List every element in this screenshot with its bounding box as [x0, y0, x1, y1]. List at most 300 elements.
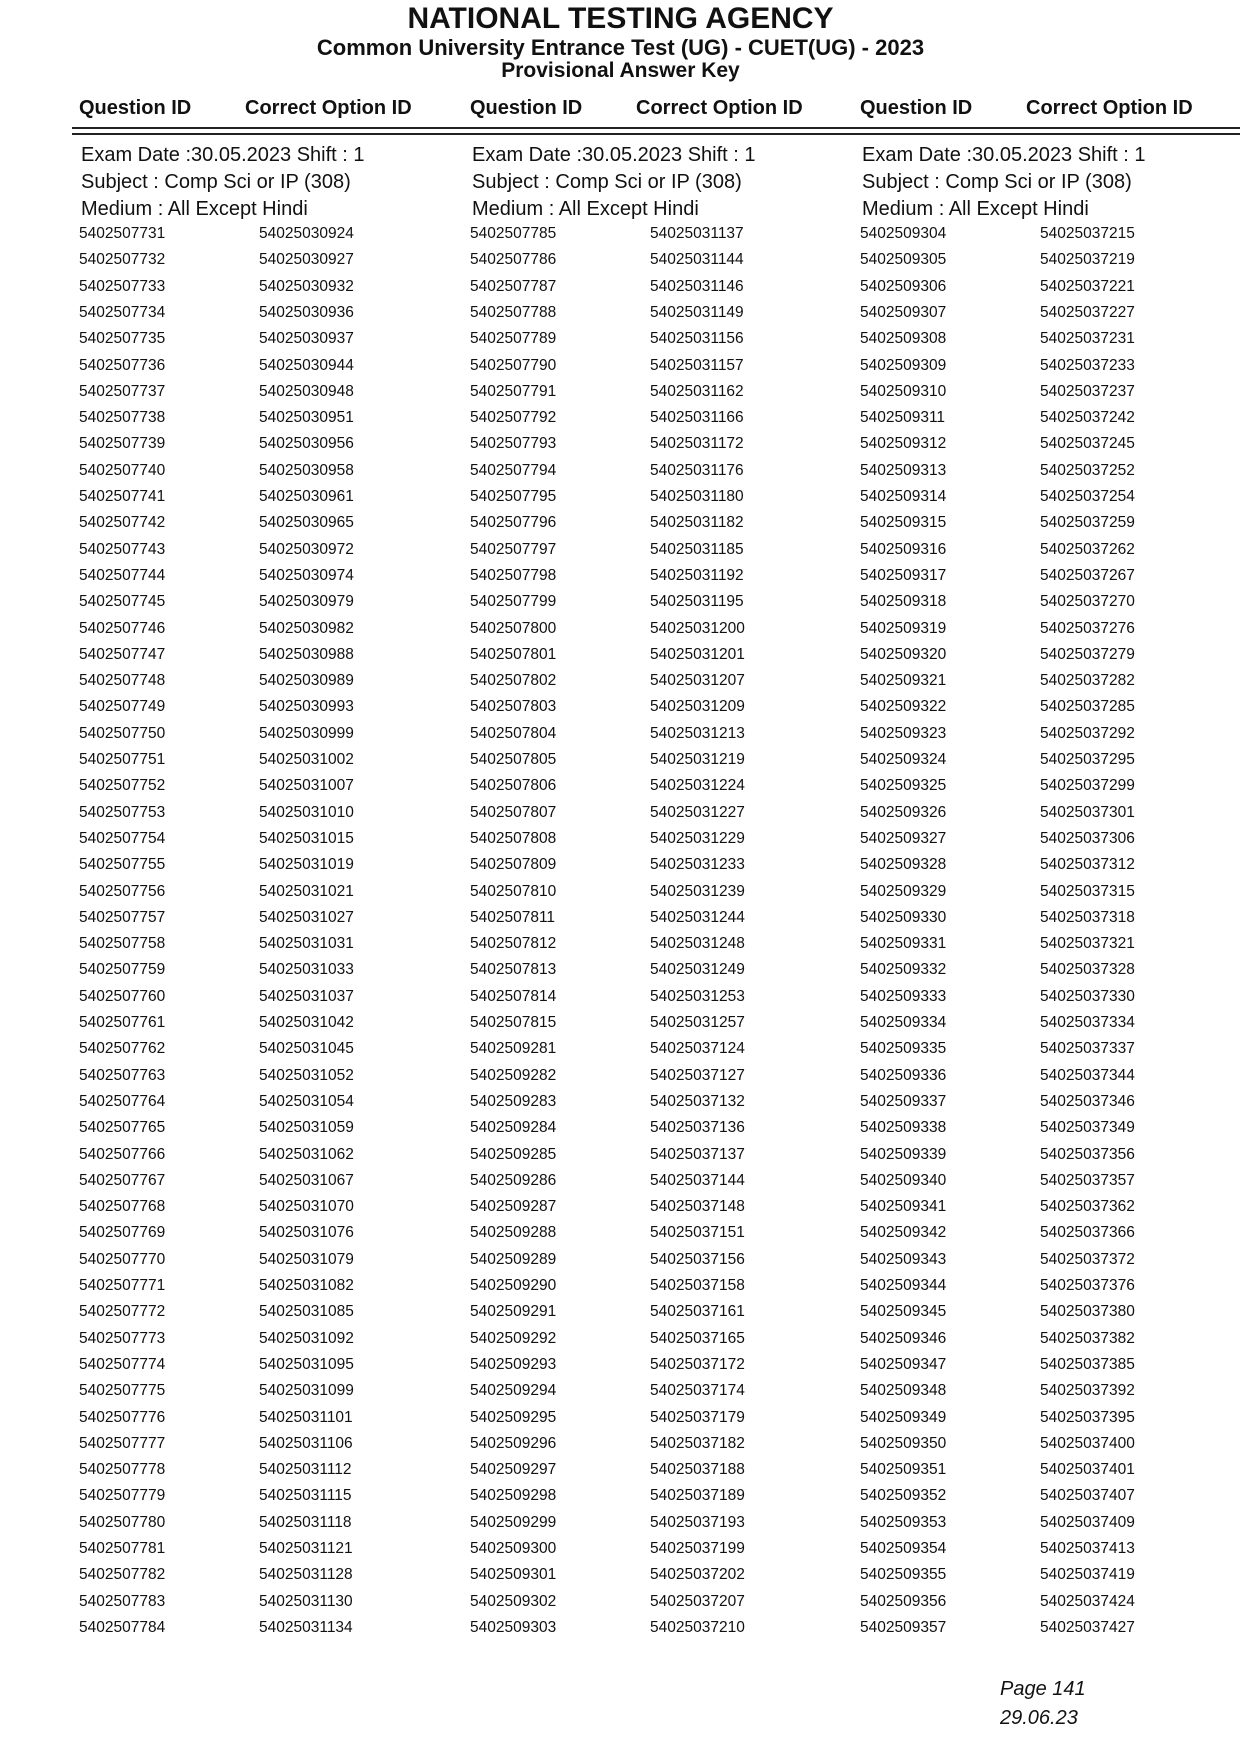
correct-option-cell: 54025031176	[650, 461, 744, 479]
correct-option-cell: 54025031019	[259, 856, 354, 874]
correct-option-cell: 54025030937	[259, 330, 354, 348]
question-id-cell: 5402507760	[79, 987, 166, 1005]
question-id-cell: 5402509347	[860, 1355, 947, 1373]
block-meta	[862, 142, 1146, 223]
question-id-cell: 5402509351	[860, 1461, 947, 1479]
question-id-cell: 5402509289	[470, 1250, 557, 1268]
question-id-cell: 5402509327	[860, 829, 947, 847]
question-id-cell: 5402509324	[860, 751, 947, 768]
question-id-cell: 5402507777	[79, 1434, 166, 1452]
correct-option-cell: 54025031201	[650, 645, 745, 663]
question-id-cell: 5402507769	[79, 1224, 166, 1242]
question-id-cell: 5402509307	[860, 303, 947, 321]
question-id-cell: 5402507770	[79, 1250, 166, 1268]
header-divider	[72, 133, 1240, 135]
question-id-cell: 5402507794	[470, 461, 557, 479]
correct-option-cell: 54025030961	[259, 488, 354, 505]
correct-option-cell: 54025037221	[1040, 277, 1135, 295]
correct-option-cell: 54025037158	[650, 1277, 745, 1294]
correct-option-cell: 54025031031	[259, 935, 354, 953]
correct-option-cell: 54025031101	[259, 1408, 353, 1426]
correct-option-cell: 54025037207	[650, 1592, 745, 1610]
correct-option-cell: 54025037124	[650, 1040, 745, 1058]
correct-option-cell: 54025031137	[650, 225, 744, 242]
question-id-cell: 5402509310	[860, 382, 947, 400]
document-type: Provisional Answer Key	[501, 59, 740, 82]
question-id-cell: 5402507784	[79, 1618, 166, 1636]
correct-option-cell: 54025037330	[1040, 987, 1135, 1005]
question-id-cell: 5402507750	[79, 724, 166, 742]
correct-option-cell: 54025030988	[259, 645, 354, 663]
correct-option-cell: 54025031249	[650, 961, 745, 979]
correct-option-cell: 54025031112	[259, 1461, 352, 1479]
correct-option-cell: 54025037199	[650, 1540, 745, 1557]
question-id-cell: 5402507746	[79, 619, 166, 637]
question-id-cell: 5402507809	[470, 856, 557, 874]
correct-option-cell: 54025031007	[259, 777, 354, 795]
question-id-cell: 5402509321	[860, 672, 947, 690]
medium-line: Medium : All Except Hindi	[472, 198, 699, 220]
question-id-cell: 5402509308	[860, 330, 947, 348]
question-id-cell: 5402509357	[860, 1618, 947, 1636]
correct-option-cell: 54025031192	[650, 566, 744, 584]
question-id-cell: 5402507792	[470, 409, 557, 427]
correct-option-cell: 54025037366	[1040, 1224, 1135, 1242]
question-id-cell: 5402509287	[470, 1198, 557, 1216]
correct-option-cell: 54025037165	[650, 1329, 745, 1347]
correct-option-cell: 54025037189	[650, 1487, 745, 1505]
correct-option-cell: 54025037318	[1040, 908, 1135, 926]
page-number: Page 141	[1000, 1678, 1086, 1700]
block-meta	[81, 142, 365, 223]
question-id-header: Question ID	[79, 97, 192, 119]
question-id-cell: 5402509341	[860, 1198, 947, 1216]
question-id-cell: 5402507787	[470, 277, 557, 295]
correct-option-cell: 54025037401	[1040, 1461, 1135, 1479]
question-id-cell: 5402509328	[860, 856, 947, 874]
question-id-cell: 5402507779	[79, 1487, 166, 1505]
question-id-cell: 5402507778	[79, 1461, 166, 1479]
question-id-cell: 5402507811	[470, 908, 556, 926]
question-id-cell: 5402509305	[860, 251, 947, 269]
question-id-cell: 5402507783	[79, 1592, 166, 1610]
correct-option-cell: 54025030979	[259, 593, 354, 611]
question-id-cell: 5402507741	[79, 488, 166, 505]
question-id-cell: 5402507808	[470, 829, 557, 847]
correct-option-cell: 54025030958	[259, 461, 354, 479]
question-id-cell: 5402507774	[79, 1355, 166, 1373]
subject-line: Subject : Comp Sci or IP (308)	[81, 171, 351, 193]
question-id-cell: 5402509330	[860, 908, 947, 926]
question-id-cell: 5402507744	[79, 566, 166, 584]
question-id-cell: 5402507795	[470, 488, 557, 505]
correct-option-cell: 54025031115	[259, 1487, 352, 1505]
question-id-cell: 5402507754	[79, 829, 166, 847]
correct-option-cell: 54025037245	[1040, 435, 1135, 453]
correct-option-cell: 54025037172	[650, 1355, 745, 1373]
question-id-cell: 5402507765	[79, 1119, 166, 1137]
correct-option-cell: 54025030924	[259, 225, 354, 242]
question-id-cell: 5402509329	[860, 882, 947, 900]
subject-line: Subject : Comp Sci or IP (308)	[862, 171, 1132, 193]
question-id-cell: 5402507745	[79, 593, 166, 611]
correct-option-header: Correct Option ID	[245, 97, 412, 119]
correct-option-cell: 54025037334	[1040, 1014, 1135, 1031]
correct-option-cell: 54025031195	[650, 593, 744, 611]
correct-option-cell: 54025037301	[1040, 803, 1135, 821]
question-id-cell: 5402507737	[79, 382, 166, 400]
correct-option-cell: 54025031200	[650, 619, 745, 637]
question-id-header: Question ID	[860, 97, 973, 119]
correct-option-cell: 54025031180	[650, 488, 744, 505]
correct-option-cell: 54025037380	[1040, 1303, 1135, 1321]
question-id-cell: 5402509336	[860, 1066, 947, 1084]
correct-option-cell: 54025037344	[1040, 1066, 1135, 1084]
correct-option-cell: 54025031118	[259, 1513, 352, 1531]
correct-option-cell: 54025037202	[650, 1566, 745, 1584]
question-id-cell: 5402507782	[79, 1566, 166, 1584]
correct-option-cell: 54025031128	[259, 1566, 353, 1584]
question-id-cell: 5402509356	[860, 1592, 947, 1610]
question-id-cell: 5402509281	[470, 1040, 557, 1058]
question-id-cell: 5402509313	[860, 461, 947, 479]
block-meta	[472, 142, 756, 223]
question-id-cell: 5402509298	[470, 1487, 557, 1505]
correct-option-cell: 54025031037	[259, 987, 354, 1005]
exam-line: Exam Date :30.05.2023 Shift : 1	[81, 144, 365, 166]
question-id-cell: 5402507804	[470, 724, 557, 742]
question-id-cell: 5402507743	[79, 540, 166, 558]
question-id-cell: 5402507807	[470, 803, 557, 821]
question-id-cell: 5402509314	[860, 488, 947, 505]
correct-option-cell: 54025037395	[1040, 1408, 1135, 1426]
correct-option-cell: 54025037136	[650, 1119, 745, 1137]
correct-option-cell: 54025031257	[650, 1014, 745, 1031]
question-id-cell: 5402507742	[79, 514, 166, 532]
question-id-cell: 5402507776	[79, 1408, 166, 1426]
question-id-cell: 5402507786	[470, 251, 557, 269]
correct-option-cell: 54025037188	[650, 1461, 745, 1479]
correct-option-cell: 54025037328	[1040, 961, 1135, 979]
correct-option-cell: 54025031144	[650, 251, 744, 269]
question-id-cell: 5402509348	[860, 1382, 947, 1400]
correct-option-cell: 54025037306	[1040, 829, 1135, 847]
question-id-cell: 5402507800	[470, 619, 557, 637]
correct-option-cell: 54025037382	[1040, 1329, 1135, 1347]
question-id-cell: 5402509318	[860, 593, 947, 611]
correct-option-cell: 54025037392	[1040, 1382, 1135, 1400]
correct-option-cell: 54025030956	[259, 435, 354, 453]
correct-option-cell: 54025031248	[650, 935, 745, 953]
question-id-cell: 5402507739	[79, 435, 166, 453]
correct-option-cell: 54025031172	[650, 435, 744, 453]
question-id-cell: 5402507793	[470, 435, 557, 453]
question-id-cell: 5402507768	[79, 1198, 166, 1216]
correct-option-cell: 54025031156	[650, 330, 744, 348]
question-id-cell: 5402509304	[860, 225, 947, 242]
correct-option-cell: 54025031067	[259, 1171, 354, 1189]
question-id-cell: 5402509283	[470, 1092, 557, 1110]
correct-option-cell: 54025031219	[650, 751, 745, 768]
question-id-cell: 5402507733	[79, 277, 166, 295]
question-id-cell: 5402507732	[79, 251, 166, 269]
correct-option-cell: 54025031033	[259, 961, 354, 979]
question-id-cell: 5402509342	[860, 1224, 947, 1242]
correct-option-cell: 54025037407	[1040, 1487, 1135, 1505]
correct-option-cell: 54025037385	[1040, 1355, 1135, 1373]
question-id-cell: 5402509323	[860, 724, 947, 742]
question-id-cell: 5402509300	[470, 1540, 557, 1557]
question-id-cell: 5402509306	[860, 277, 947, 295]
correct-option-cell: 54025037376	[1040, 1277, 1135, 1294]
question-id-cell: 5402507756	[79, 882, 166, 900]
page-title: NATIONAL TESTING AGENCY	[407, 2, 834, 35]
correct-option-cell: 54025037259	[1040, 514, 1135, 532]
correct-option-cell: 54025031010	[259, 803, 354, 821]
question-id-cell: 5402507815	[470, 1014, 557, 1031]
question-id-cell: 5402507796	[470, 514, 557, 532]
question-id-cell: 5402509339	[860, 1145, 947, 1163]
question-id-cell: 5402507798	[470, 566, 557, 584]
correct-option-cell: 54025031042	[259, 1014, 354, 1031]
correct-option-cell: 54025037362	[1040, 1198, 1135, 1216]
question-id-cell: 5402507810	[470, 882, 557, 900]
question-id-cell: 5402507757	[79, 908, 166, 926]
question-id-cell: 5402509299	[470, 1513, 557, 1531]
question-id-cell: 5402509302	[470, 1592, 557, 1610]
question-id-cell: 5402509354	[860, 1540, 947, 1557]
question-id-cell: 5402507753	[79, 803, 166, 821]
correct-option-cell: 54025037237	[1040, 382, 1135, 400]
medium-line: Medium : All Except Hindi	[862, 198, 1089, 220]
question-id-cell: 5402509335	[860, 1040, 947, 1058]
correct-option-cell: 54025037242	[1040, 409, 1135, 427]
question-id-cell: 5402507781	[79, 1540, 166, 1557]
question-id-cell: 5402507790	[470, 356, 557, 374]
correct-option-cell: 54025037174	[650, 1382, 745, 1400]
question-id-cell: 5402507785	[470, 225, 557, 242]
question-id-cell: 5402509334	[860, 1014, 947, 1031]
exam-line: Exam Date :30.05.2023 Shift : 1	[862, 144, 1146, 166]
correct-option-cell: 54025037127	[650, 1066, 745, 1084]
correct-option-cell: 54025037295	[1040, 751, 1135, 768]
correct-option-cell: 54025030999	[259, 724, 354, 742]
correct-option-cell: 54025031099	[259, 1382, 354, 1400]
question-id-cell: 5402507805	[470, 751, 557, 768]
question-id-cell: 5402509297	[470, 1461, 557, 1479]
question-id-cell: 5402509290	[470, 1277, 557, 1294]
correct-option-cell: 54025031085	[259, 1303, 354, 1321]
correct-option-cell: 54025031027	[259, 908, 354, 926]
correct-option-cell: 54025037419	[1040, 1566, 1135, 1584]
correct-option-cell: 54025031092	[259, 1329, 354, 1347]
question-id-cell: 5402507812	[470, 935, 557, 953]
question-id-cell: 5402509322	[860, 698, 947, 716]
question-id-cell: 5402507755	[79, 856, 166, 874]
question-id-cell: 5402509312	[860, 435, 947, 453]
correct-option-cell: 54025037210	[650, 1618, 745, 1636]
question-id-cell: 5402509355	[860, 1566, 947, 1584]
question-id-cell: 5402509285	[470, 1145, 557, 1163]
correct-option-cell: 54025037424	[1040, 1592, 1135, 1610]
question-id-cell: 5402509309	[860, 356, 947, 374]
correct-option-cell: 54025031209	[650, 698, 745, 716]
question-id-cell: 5402507772	[79, 1303, 166, 1321]
correct-option-cell: 54025031021	[259, 882, 354, 900]
correct-option-cell: 54025031244	[650, 908, 745, 926]
correct-option-cell: 54025037148	[650, 1198, 745, 1216]
correct-option-cell: 54025031149	[650, 303, 744, 321]
question-id-cell: 5402507758	[79, 935, 166, 953]
question-id-cell: 5402507797	[470, 540, 557, 558]
correct-option-cell: 54025031095	[259, 1355, 354, 1373]
question-id-cell: 5402507789	[470, 330, 557, 348]
correct-option-cell: 54025037409	[1040, 1513, 1135, 1531]
correct-option-cell: 54025037151	[650, 1224, 745, 1242]
question-id-cell: 5402509326	[860, 803, 947, 821]
correct-option-cell: 54025037156	[650, 1250, 745, 1268]
correct-option-cell: 54025037285	[1040, 698, 1135, 716]
correct-option-cell: 54025037349	[1040, 1119, 1135, 1137]
correct-option-cell: 54025037161	[650, 1303, 745, 1321]
question-id-cell: 5402509294	[470, 1382, 557, 1400]
correct-option-cell: 54025030951	[259, 409, 354, 427]
question-id-cell: 5402509337	[860, 1092, 947, 1110]
question-id-cell: 5402509286	[470, 1171, 557, 1189]
question-id-cell: 5402509345	[860, 1303, 947, 1321]
correct-option-cell: 54025037231	[1040, 330, 1135, 348]
correct-option-cell: 54025031062	[259, 1145, 354, 1163]
correct-option-cell: 54025037179	[650, 1408, 745, 1426]
correct-option-cell: 54025031227	[650, 803, 745, 821]
correct-option-header: Correct Option ID	[636, 97, 803, 119]
question-id-cell: 5402509282	[470, 1066, 557, 1084]
question-id-cell: 5402509353	[860, 1513, 947, 1531]
correct-option-cell: 54025037337	[1040, 1040, 1135, 1058]
question-id-cell: 5402509316	[860, 540, 947, 558]
question-id-cell: 5402509325	[860, 777, 947, 795]
question-id-cell: 5402507813	[470, 961, 557, 979]
exam-line: Exam Date :30.05.2023 Shift : 1	[472, 144, 756, 166]
question-id-cell: 5402509332	[860, 961, 947, 979]
exam-subtitle: Common University Entrance Test (UG) - CUET(UG) - 2023	[316, 35, 925, 60]
question-id-cell: 5402509315	[860, 514, 947, 532]
correct-option-cell: 54025030974	[259, 566, 354, 584]
question-id-cell: 5402509296	[470, 1434, 557, 1452]
question-id-cell: 5402507736	[79, 356, 166, 374]
correct-option-cell: 54025037144	[650, 1171, 745, 1189]
question-id-cell: 5402509331	[860, 935, 947, 953]
question-id-cell: 5402509352	[860, 1487, 947, 1505]
question-id-cell: 5402507799	[470, 593, 557, 611]
correct-option-cell: 54025031146	[650, 277, 744, 295]
correct-option-cell: 54025031213	[650, 724, 745, 742]
correct-option-cell: 54025030932	[259, 277, 354, 295]
question-id-cell: 5402507773	[79, 1329, 166, 1347]
question-id-cell: 5402509284	[470, 1119, 557, 1137]
question-id-cell: 5402507771	[79, 1277, 166, 1294]
correct-option-cell: 54025031239	[650, 882, 745, 900]
correct-option-cell: 54025031233	[650, 856, 745, 874]
correct-option-cell: 54025037321	[1040, 935, 1135, 953]
question-id-cell: 5402509320	[860, 645, 947, 663]
question-id-cell: 5402509344	[860, 1277, 947, 1294]
correct-option-cell: 54025030965	[259, 514, 354, 532]
question-id-cell: 5402509338	[860, 1119, 947, 1137]
correct-option-cell: 54025037279	[1040, 645, 1135, 663]
correct-option-cell: 54025037252	[1040, 461, 1135, 479]
question-id-cell: 5402507747	[79, 645, 166, 663]
correct-option-cell: 54025031229	[650, 829, 745, 847]
correct-option-cell: 54025031052	[259, 1066, 354, 1084]
correct-option-cell: 54025031162	[650, 382, 744, 400]
question-id-cell: 5402507814	[470, 987, 557, 1005]
question-id-header: Question ID	[470, 97, 583, 119]
question-id-cell: 5402507734	[79, 303, 166, 321]
correct-option-cell: 54025037282	[1040, 672, 1135, 690]
correct-option-cell: 54025031015	[259, 829, 354, 847]
question-id-cell: 5402507767	[79, 1171, 166, 1189]
correct-option-cell: 54025031082	[259, 1277, 354, 1294]
correct-option-cell: 54025037262	[1040, 540, 1135, 558]
correct-option-cell: 54025031224	[650, 777, 745, 795]
question-id-cell: 5402507749	[79, 698, 166, 716]
question-id-cell: 5402509319	[860, 619, 947, 637]
correct-option-cell: 54025031079	[259, 1250, 354, 1268]
question-id-cell: 5402507748	[79, 672, 166, 690]
correct-option-cell: 54025037315	[1040, 882, 1135, 900]
question-id-cell: 5402507738	[79, 409, 166, 427]
question-id-cell: 5402507766	[79, 1145, 166, 1163]
question-id-cell: 5402509301	[470, 1566, 557, 1584]
correct-option-cell: 54025031059	[259, 1119, 354, 1137]
correct-option-cell: 54025031054	[259, 1092, 354, 1110]
question-id-cell: 5402507780	[79, 1513, 166, 1531]
correct-option-cell: 54025031157	[650, 356, 744, 374]
question-id-cell: 5402507764	[79, 1092, 166, 1110]
correct-option-cell: 54025037292	[1040, 724, 1135, 742]
question-id-cell: 5402509333	[860, 987, 947, 1005]
correct-option-cell: 54025037254	[1040, 488, 1135, 505]
correct-option-cell: 54025037276	[1040, 619, 1135, 637]
question-id-cell: 5402507762	[79, 1040, 166, 1058]
correct-option-cell: 54025037357	[1040, 1171, 1135, 1189]
correct-option-cell: 54025037227	[1040, 303, 1135, 321]
correct-option-cell: 54025037193	[650, 1513, 745, 1531]
correct-option-cell: 54025037233	[1040, 356, 1135, 374]
correct-option-cell: 54025030982	[259, 619, 354, 637]
correct-option-cell: 54025030927	[259, 251, 354, 269]
correct-option-header: Correct Option ID	[1026, 97, 1193, 119]
question-id-cell: 5402509346	[860, 1329, 947, 1347]
correct-option-cell: 54025031121	[259, 1540, 353, 1557]
correct-option-cell: 54025031106	[259, 1434, 353, 1452]
question-id-cell: 5402509288	[470, 1224, 557, 1242]
correct-option-cell: 54025030989	[259, 672, 354, 690]
correct-option-cell: 54025030993	[259, 698, 354, 716]
question-id-cell: 5402509350	[860, 1434, 947, 1452]
question-id-cell: 5402507801	[470, 645, 557, 663]
correct-option-cell: 54025030948	[259, 382, 354, 400]
correct-option-cell: 54025030972	[259, 540, 354, 558]
correct-option-cell: 54025031070	[259, 1198, 354, 1216]
correct-option-cell: 54025037137	[650, 1145, 745, 1163]
question-id-cell: 5402507763	[79, 1066, 166, 1084]
question-id-cell: 5402509292	[470, 1329, 557, 1347]
correct-option-cell: 54025031130	[259, 1592, 353, 1610]
correct-option-cell: 54025030936	[259, 303, 354, 321]
question-id-cell: 5402507759	[79, 961, 166, 979]
